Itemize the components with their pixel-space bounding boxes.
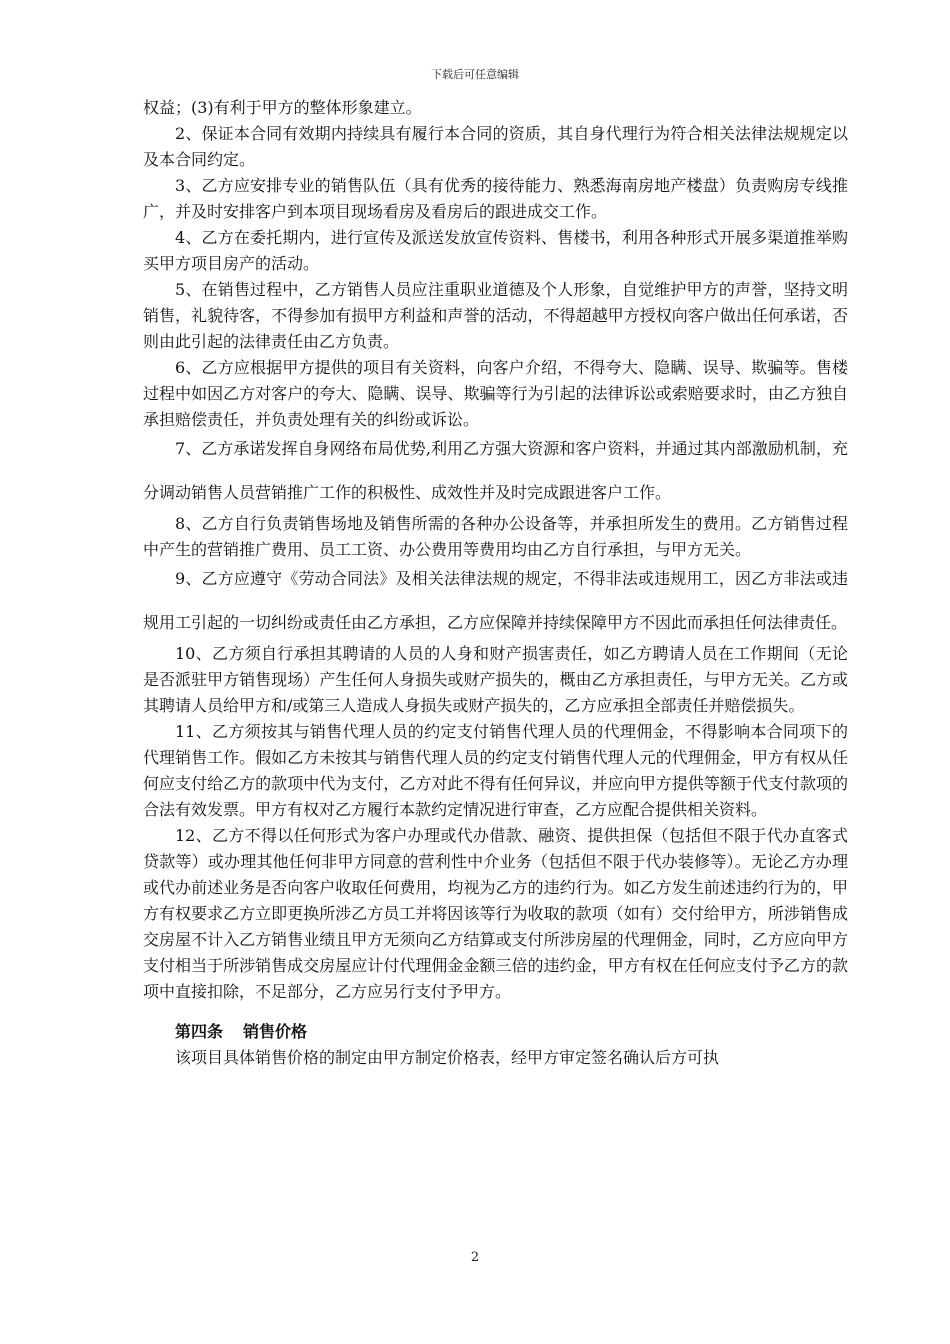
clause-10: 10、乙方须自行承担其聘请的人员的人身和财产损害责任，如乙方聘请人员在工作期间（无论是否派驻甲方销售现场）产生任何人身损失或财产损失的，概由乙方承担责任，与甲方无关。乙方或其聘请人员给甲方和/或第三人造成人身损失或财产损失的，乙方应承担全部责任并赔偿损失。 <box>143 644 848 715</box>
clause-9: 9、乙方应遵守《劳动合同法》及相关法律法规的规定，不得非法或违规用工，因乙方非法或违规用工引起的一切纠纷或责任由乙方承担，乙方应保障并持续保障甲方不因此而承担任何法律责任。 <box>143 569 848 632</box>
paragraph-continuation: 权益；(3)有利于甲方的整体形象建立。 <box>143 98 422 117</box>
clause-11: 11、乙方须按其与销售代理人员的约定支付销售代理人员的代理佣金，不得影响本合同项下的代理销售工作。假如乙方未按其与销售代理人员的约定支付销售代理人元的代理佣金，甲方有权从任何应支付给乙方的款项中代为支付，乙方对此不得有任何异议，并应向甲方提供等额于代支付款项的合法有效发票。甲方有权对乙方履行本款约定情况进行审查，乙方应配合提供相关资料。 <box>143 722 848 819</box>
clause-4: 4、乙方在委托期内，进行宣传及派送发放宣传资料、售楼书，利用各种形式开展多渠道推举购买甲方项目房产的活动。 <box>143 228 848 273</box>
clause-2: 2、保证本合同有效期内持续具有履行本合同的资质，其自身代理行为符合相关法律法规规定以及本合同约定。 <box>143 124 848 169</box>
clause-3: 3、乙方应安排专业的销售队伍（具有优秀的接待能力、熟悉海南房地产楼盘）负责购房专线推广，并及时安排客户到本项目现场看房及看房后的跟进成交工作。 <box>143 176 848 221</box>
clause-8: 8、乙方自行负责销售场地及销售所需的各种办公设备等，并承担所发生的费用。乙方销售过程中产生的营销推广费用、员工工资、办公费用等费用均由乙方自行承担，与甲方无关。 <box>143 514 848 559</box>
clause-5: 5、在销售过程中，乙方销售人员应注重职业道德及个人形象，自觉维护甲方的声誉，坚持文明销售，礼貌待客，不得参加有损甲方利益和声誉的活动，不得超越甲方授权向客户做出任何承诺，否则由此引起的法律责任由乙方负责。 <box>143 280 848 351</box>
page-header: 下载后可任意编辑 <box>431 68 519 81</box>
section-title: 销售价格 <box>243 1022 308 1041</box>
page-number: 2 <box>470 1250 480 1265</box>
clause-7: 7、乙方承诺发挥自身网络布局优势,利用乙方强大资源和客户资料，并通过其内部激励机制，充分调动销售人员营销推广工作的积极性、成效性并及时完成跟进客户工作。 <box>143 439 848 502</box>
section-paragraph: 该项目具体销售价格的制定由甲方制定价格表，经甲方审定签名确认后方可执 <box>175 1048 720 1067</box>
clause-12: 12、乙方不得以任何形式为客户办理或代办借款、融资、提供担保（包括但不限于代办直客式贷款等）或办理其他任何非甲方同意的营利性中介业务（包括但不限于代办装修等）。无论乙方办理或代办前述业务是否向客户收取任何费用，均视为乙方的违约行为。如乙方发生前述违约行为的，甲方有权要求乙方立即更换所涉乙方员工并将因该等行为收取的款项（如有）交付给甲方，所涉销售成交房屋不计入乙方销售业绩且甲方无须向乙方结算或支付所涉房屋的代理佣金，同时，乙方应向甲方支付相当于所涉销售成交房屋应计付代理佣金金额三倍的违约金，甲方有权在任何应支付予乙方的款项中直接扣除，不足部分，乙方应另行支付予甲方。 <box>143 826 848 1001</box>
section-number: 第四条 <box>175 1022 224 1041</box>
clause-6: 6、乙方应根据甲方提供的项目有关资料，向客户介绍，不得夸大、隐瞒、误导、欺骗等。售楼过程中如因乙方对客户的夸大、隐瞒、误导、欺骗等行为引起的法律诉讼或索赔要求时，由乙方独自承担赔偿责任，并负责处理有关的纠纷或诉讼。 <box>143 358 848 429</box>
document-body <box>143 95 848 1071</box>
section-heading <box>175 1019 848 1045</box>
